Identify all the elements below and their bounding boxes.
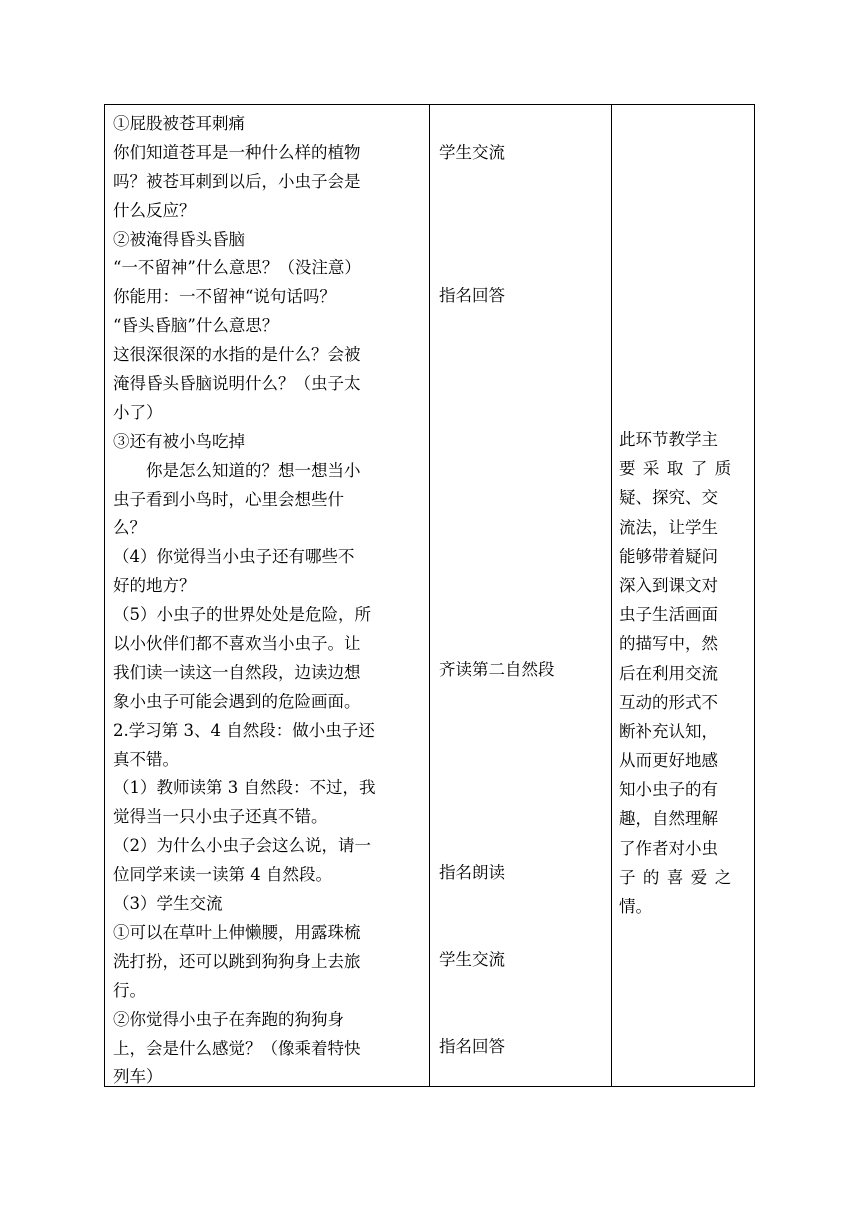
text-line: 子的喜爱之	[619, 867, 739, 887]
text-line: （3）学生交流	[113, 894, 223, 914]
text-line: 我们读一读这一自然段，边读边想	[113, 662, 361, 682]
text-line: ①可以在草叶上伸懒腰，用露珠梳	[113, 922, 361, 942]
text-line: 后在利用交流	[619, 663, 718, 683]
text-line: 的描写中，然	[619, 634, 718, 654]
group-read-text: 齐读第二自然段	[439, 660, 555, 679]
lesson-table	[104, 104, 755, 1087]
call-answer-text: 指名回答	[439, 286, 505, 305]
text-line: 此环节教学主	[619, 430, 718, 449]
text-line: 行。	[113, 980, 146, 1000]
text-line: 淹得昏头昏脑说明什么？（虫子太	[113, 374, 361, 394]
text-line: 这很深很深的水指的是什么？会被	[113, 345, 361, 365]
text-line: 情。	[619, 897, 652, 916]
text-line: 吗？被苍耳刺到以后，小虫子会是	[113, 171, 361, 191]
text-line: 虫子看到小鸟时，心里会想些什	[113, 489, 344, 509]
text-line: 深入到课文对	[619, 575, 718, 595]
text-line: 洗打扮，还可以跳到狗狗身上去旅	[113, 951, 361, 971]
teaching-process-column	[113, 110, 425, 1092]
text-line: 互动的形式不	[619, 692, 718, 712]
text-line: 真不错。	[113, 749, 179, 769]
text-line: ②被淹得昏头昏脑	[113, 229, 245, 249]
text-line: 流法，让学生	[619, 517, 718, 537]
text-line: 么？	[113, 518, 146, 538]
text-line: 疑、探究、交	[619, 488, 718, 508]
text-line: （5）小虫子的世界处处是危险，所	[113, 605, 371, 625]
text-line: ①屁股被苍耳刺痛	[113, 114, 245, 133]
text-line: （4）你觉得当小虫子还有哪些不	[113, 547, 355, 567]
call-answer-text: 指名回答	[439, 1037, 505, 1056]
text-line: 趣，自然理解	[619, 809, 718, 829]
column-divider-2	[611, 105, 612, 1086]
text-line: 位同学来读一读第 4 自然段。	[113, 865, 332, 885]
text-line: ③还有被小鸟吃掉	[113, 431, 245, 451]
student-exchange-text: 学生交流	[439, 143, 505, 162]
text-line: 你是怎么知道的？想一想当小	[113, 460, 361, 480]
column-divider-1	[429, 105, 430, 1086]
text-line: ②你觉得小虫子在奔跑的狗狗身	[113, 1009, 344, 1029]
text-line: 要采取了质	[619, 459, 739, 479]
text-line: 上，会是什么感觉？（像乘着特快	[113, 1038, 361, 1058]
design-intent-column	[619, 425, 747, 921]
student-exchange-text: 学生交流	[439, 950, 505, 969]
text-line: “昏头昏脑”什么意思？	[113, 316, 279, 336]
text-line: 断补充认知，	[619, 721, 718, 741]
text-line: 小了）	[113, 402, 163, 422]
text-line: （2）为什么小虫子会这么说，请一	[113, 836, 371, 856]
text-line: 你们知道苍耳是一种什么样的植物	[113, 142, 361, 162]
call-read-text: 指名朗读	[439, 863, 505, 882]
text-line: 象小虫子可能会遇到的危险画面。	[113, 691, 361, 711]
text-line: 列车）	[113, 1067, 163, 1087]
text-line: （1）教师读第 3 自然段：不过，我	[113, 778, 376, 798]
text-line: 虫子生活画面	[619, 605, 718, 625]
text-line: 什么反应？	[113, 200, 196, 220]
text-line: 你能用：一不留神“说句话吗？	[113, 287, 336, 307]
text-line: “一不留神”什么意思？（没注意）	[113, 258, 361, 278]
text-line: 从而更好地感	[619, 751, 718, 771]
text-line: 知小虫子的有	[619, 780, 718, 800]
text-line: 觉得当一只小虫子还真不错。	[113, 807, 328, 827]
text-line: 好的地方？	[113, 576, 196, 596]
text-line: 以小伙伴们都不喜欢当小虫子。让	[113, 634, 361, 654]
text-line: 了作者对小虫	[619, 838, 718, 858]
text-line: 能够带着疑问	[619, 546, 718, 566]
text-line: 2.学习第 3、4 自然段：做小虫子还	[113, 720, 375, 740]
